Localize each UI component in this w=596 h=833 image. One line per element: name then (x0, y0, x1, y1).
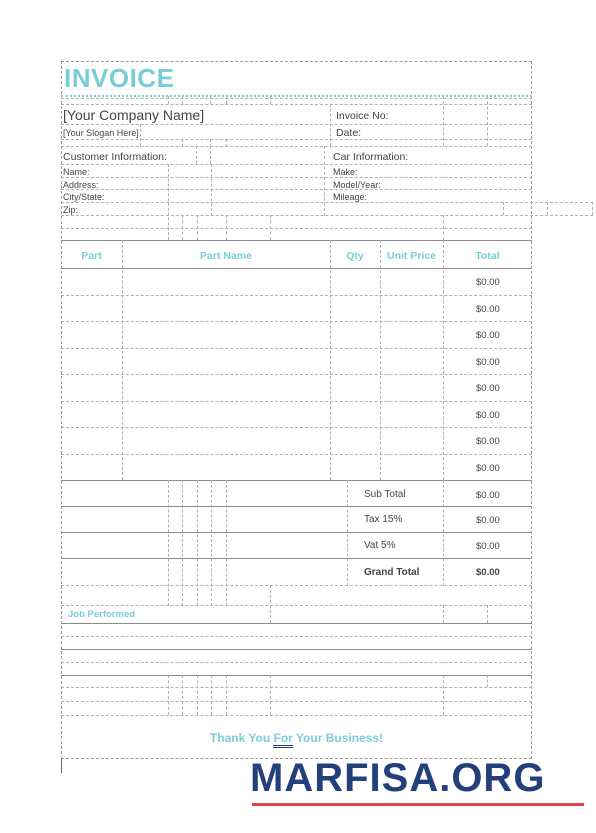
grid-line (61, 146, 532, 147)
grid-line (61, 348, 532, 349)
row-border (61, 623, 532, 624)
grid-line (547, 202, 548, 215)
subtotal-label: Sub Total (364, 489, 406, 500)
grid-line (140, 124, 141, 146)
grid-line (210, 96, 211, 104)
grid-line (61, 164, 532, 165)
thanks-post: Your Business! (292, 731, 384, 745)
grid-line (347, 480, 348, 586)
grid-line (61, 636, 532, 637)
grid-line (61, 585, 532, 586)
row-total: $0.00 (476, 357, 500, 368)
header-total: Total (475, 250, 500, 262)
row-border (61, 558, 532, 559)
grid-line (226, 215, 227, 240)
grid-line (324, 146, 325, 216)
row-total: $0.00 (476, 304, 500, 315)
vat-label: Vat 5% (364, 540, 396, 551)
grid-line (503, 202, 504, 215)
grid-line (61, 374, 532, 375)
grid-line (168, 480, 169, 606)
grid-line (61, 427, 532, 428)
grid-line (61, 202, 593, 203)
row-total: $0.00 (476, 277, 500, 288)
customer-heading: Customer Information: (63, 151, 167, 163)
grid-line (168, 96, 169, 104)
grid-line (61, 605, 532, 606)
header-part-name: Part Name (200, 250, 252, 262)
grid-line (487, 675, 488, 687)
grid-line (443, 240, 444, 480)
table-header-border (61, 268, 532, 269)
grid-line (61, 228, 532, 229)
customer-field: Address: (63, 180, 99, 190)
grand-total-label: Grand Total (364, 567, 420, 578)
table-bottom-border (61, 480, 532, 481)
tax-label: Tax 15% (364, 514, 403, 525)
grid-line (61, 98, 532, 99)
row-border (61, 506, 532, 507)
grid-line (61, 295, 532, 296)
car-field: Make: (333, 167, 358, 177)
thank-you-message (61, 731, 532, 745)
row-total: $0.00 (476, 463, 500, 474)
grid-line (270, 675, 271, 715)
subtotal-value: $0.00 (476, 490, 500, 501)
grid-line (61, 139, 532, 140)
grid-line (61, 215, 593, 216)
cursor-mark (61, 759, 62, 773)
grid-line (61, 401, 532, 402)
grid-line (182, 675, 183, 715)
grid-line (211, 675, 212, 715)
grid-line (61, 715, 532, 716)
grid-line (226, 480, 227, 606)
grid-line (270, 96, 271, 104)
grid-line (226, 675, 227, 715)
watermark-underline (252, 803, 584, 806)
grid-line (330, 240, 331, 480)
customer-field: City/State: (63, 192, 105, 202)
title-underline (61, 95, 532, 97)
thanks-for: For (273, 731, 292, 748)
vat-value: $0.00 (476, 541, 500, 552)
grid-line (61, 104, 532, 105)
slogan: [Your Slogan Here] (63, 128, 139, 138)
row-total: $0.00 (476, 383, 500, 394)
grand-total-value: $0.00 (476, 567, 500, 578)
row-total: $0.00 (476, 410, 500, 421)
row-total: $0.00 (476, 436, 500, 447)
tax-value: $0.00 (476, 515, 500, 526)
grid-line (197, 675, 198, 715)
row-border (61, 649, 532, 650)
grid-line (270, 215, 271, 240)
grid-line (592, 202, 593, 215)
grid-line (168, 675, 169, 715)
car-heading: Car Information: (333, 151, 409, 163)
grid-line (443, 605, 444, 623)
thanks-pre: Thank You (209, 731, 274, 745)
grid-line (61, 454, 532, 455)
row-total: $0.00 (476, 330, 500, 341)
header-unit-price: Unit Price (386, 250, 436, 262)
grid-line (443, 480, 444, 586)
grid-line (211, 164, 212, 216)
grid-line (61, 662, 532, 663)
car-field: Model/Year: (333, 180, 381, 190)
invoice-sheet (61, 61, 532, 759)
grid-line (210, 146, 211, 164)
row-border (61, 675, 532, 676)
customer-field: Zip: (63, 205, 79, 215)
grid-line (61, 177, 532, 178)
grid-line (196, 146, 197, 164)
grid-line (61, 701, 532, 702)
grid-line (443, 215, 444, 240)
grid-line (61, 321, 532, 322)
invoice-no-label: Invoice No: (336, 110, 389, 122)
watermark-logo: MARFISA.ORG (250, 756, 546, 800)
grid-line (487, 605, 488, 623)
row-border (61, 532, 532, 533)
grid-line (443, 675, 444, 715)
grid-line (61, 124, 532, 125)
grid-line (182, 480, 183, 606)
header-part: Part (81, 250, 102, 262)
grid-line (211, 480, 212, 606)
table-top-border (61, 240, 532, 241)
grid-line (270, 585, 271, 623)
header-qty: Qty (346, 250, 364, 262)
grid-line (197, 215, 198, 240)
job-performed-label: Job Performed (68, 609, 136, 620)
grid-line (122, 240, 123, 480)
grid-line (61, 189, 532, 190)
grid-line (226, 96, 227, 104)
grid-line (182, 215, 183, 240)
grid-line (61, 687, 532, 688)
grid-line (182, 96, 183, 104)
customer-field: Name: (63, 167, 90, 177)
grid-line (197, 480, 198, 606)
car-field: Mileage: (333, 192, 368, 202)
grid-line (380, 240, 381, 480)
date-label: Date: (336, 127, 362, 139)
company-name: [Your Company Name] (63, 107, 205, 123)
invoice-title: INVOICE (64, 63, 175, 93)
